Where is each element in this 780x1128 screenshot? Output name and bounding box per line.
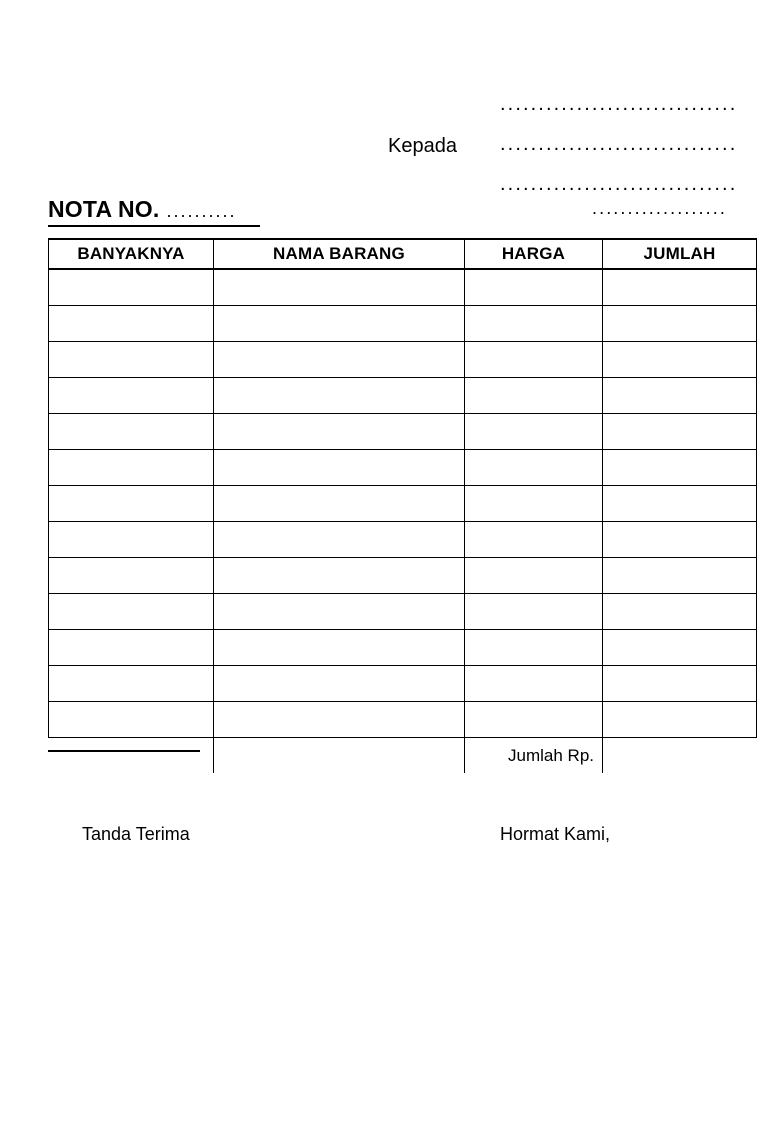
cell-banyaknya[interactable] — [49, 342, 214, 378]
recipient-label: Kepada — [388, 135, 457, 157]
cell-jumlah[interactable] — [603, 450, 757, 486]
nota-number-block — [48, 196, 260, 227]
cell-harga[interactable] — [465, 269, 603, 306]
cell-nama-barang[interactable] — [214, 450, 465, 486]
cell-nama-barang[interactable] — [214, 558, 465, 594]
cell-jumlah[interactable] — [603, 594, 757, 630]
items-table-body — [49, 269, 757, 773]
cell-jumlah[interactable] — [603, 306, 757, 342]
cell-banyaknya[interactable] — [49, 450, 214, 486]
cell-jumlah[interactable] — [603, 486, 757, 522]
bottom-underline — [48, 750, 200, 752]
table-row — [49, 306, 757, 342]
cell-nama-barang[interactable] — [214, 630, 465, 666]
cell-banyaknya[interactable] — [49, 630, 214, 666]
table-row — [49, 450, 757, 486]
cell-jumlah[interactable] — [603, 414, 757, 450]
cell-banyaknya[interactable] — [49, 702, 214, 738]
cell-jumlah[interactable] — [603, 666, 757, 702]
recipient-dots-2[interactable]: ............................... — [500, 133, 738, 155]
cell-nama-barang[interactable] — [214, 666, 465, 702]
cell-jumlah[interactable] — [603, 269, 757, 306]
nota-number-label: NOTA NO. — [48, 196, 160, 222]
table-row — [49, 558, 757, 594]
table-row — [49, 378, 757, 414]
table-row — [49, 486, 757, 522]
cell-harga[interactable] — [465, 306, 603, 342]
cell-jumlah[interactable] — [603, 378, 757, 414]
cell-harga[interactable] — [465, 414, 603, 450]
cell-nama-barang[interactable] — [214, 522, 465, 558]
cell-banyaknya[interactable] — [49, 269, 214, 306]
cell-banyaknya[interactable] — [49, 378, 214, 414]
table-row — [49, 702, 757, 738]
cell-harga[interactable] — [465, 486, 603, 522]
cell-nama-barang[interactable] — [214, 342, 465, 378]
cell-banyaknya[interactable] — [49, 522, 214, 558]
cell-harga[interactable] — [465, 702, 603, 738]
signature-right: Hormat Kami, — [500, 824, 611, 844]
nota-number-field[interactable]: .......... — [166, 201, 237, 221]
table-row — [49, 522, 757, 558]
cell-banyaknya[interactable] — [49, 666, 214, 702]
table-row — [49, 666, 757, 702]
cell-banyaknya[interactable] — [49, 486, 214, 522]
signature-left: Tanda Terima — [82, 824, 190, 844]
cell-nama-barang[interactable] — [214, 378, 465, 414]
recipient-dots-4[interactable]: ................... — [592, 198, 727, 218]
cell-banyaknya[interactable] — [49, 594, 214, 630]
cell-jumlah[interactable] — [603, 522, 757, 558]
cell-harga[interactable] — [465, 666, 603, 702]
table-row — [49, 594, 757, 630]
items-table-head — [49, 239, 757, 269]
cell-harga[interactable] — [465, 342, 603, 378]
column-header-banyaknya: BANYAKNYA — [49, 239, 214, 269]
cell-banyaknya[interactable] — [49, 558, 214, 594]
cell-jumlah[interactable] — [603, 702, 757, 738]
cell-harga[interactable] — [465, 558, 603, 594]
cell-nama-barang[interactable] — [214, 486, 465, 522]
recipient-line-2 — [380, 126, 750, 166]
cell-banyaknya[interactable] — [49, 414, 214, 450]
total-label: Jumlah Rp. — [465, 738, 603, 774]
cell-banyaknya[interactable] — [49, 306, 214, 342]
cell-nama-barang[interactable] — [214, 269, 465, 306]
recipient-block — [380, 86, 750, 206]
column-header-jumlah: JUMLAH — [603, 239, 757, 269]
cell-jumlah[interactable] — [603, 342, 757, 378]
column-header-harga: HARGA — [465, 239, 603, 269]
table-row — [49, 414, 757, 450]
cell-jumlah[interactable] — [603, 630, 757, 666]
total-value[interactable] — [603, 738, 757, 774]
table-header-row — [49, 239, 757, 269]
column-header-nama-barang: NAMA BARANG — [214, 239, 465, 269]
cell-harga[interactable] — [465, 522, 603, 558]
table-row — [49, 269, 757, 306]
cell-nama-barang[interactable] — [214, 702, 465, 738]
cell-harga[interactable] — [465, 630, 603, 666]
total-row-blank-nama — [214, 738, 465, 774]
items-table — [48, 238, 757, 773]
recipient-dots-3[interactable]: ............................... — [500, 173, 738, 195]
recipient-line-1 — [380, 86, 750, 126]
cell-nama-barang[interactable] — [214, 306, 465, 342]
cell-nama-barang[interactable] — [214, 594, 465, 630]
total-row-blank-left — [49, 738, 214, 774]
cell-nama-barang[interactable] — [214, 414, 465, 450]
cell-jumlah[interactable] — [603, 558, 757, 594]
cell-harga[interactable] — [465, 378, 603, 414]
cell-harga[interactable] — [465, 594, 603, 630]
table-row — [49, 342, 757, 378]
table-total-row — [49, 738, 757, 774]
table-row — [49, 630, 757, 666]
cell-harga[interactable] — [465, 450, 603, 486]
recipient-dots-1[interactable]: ............................... — [500, 93, 738, 115]
